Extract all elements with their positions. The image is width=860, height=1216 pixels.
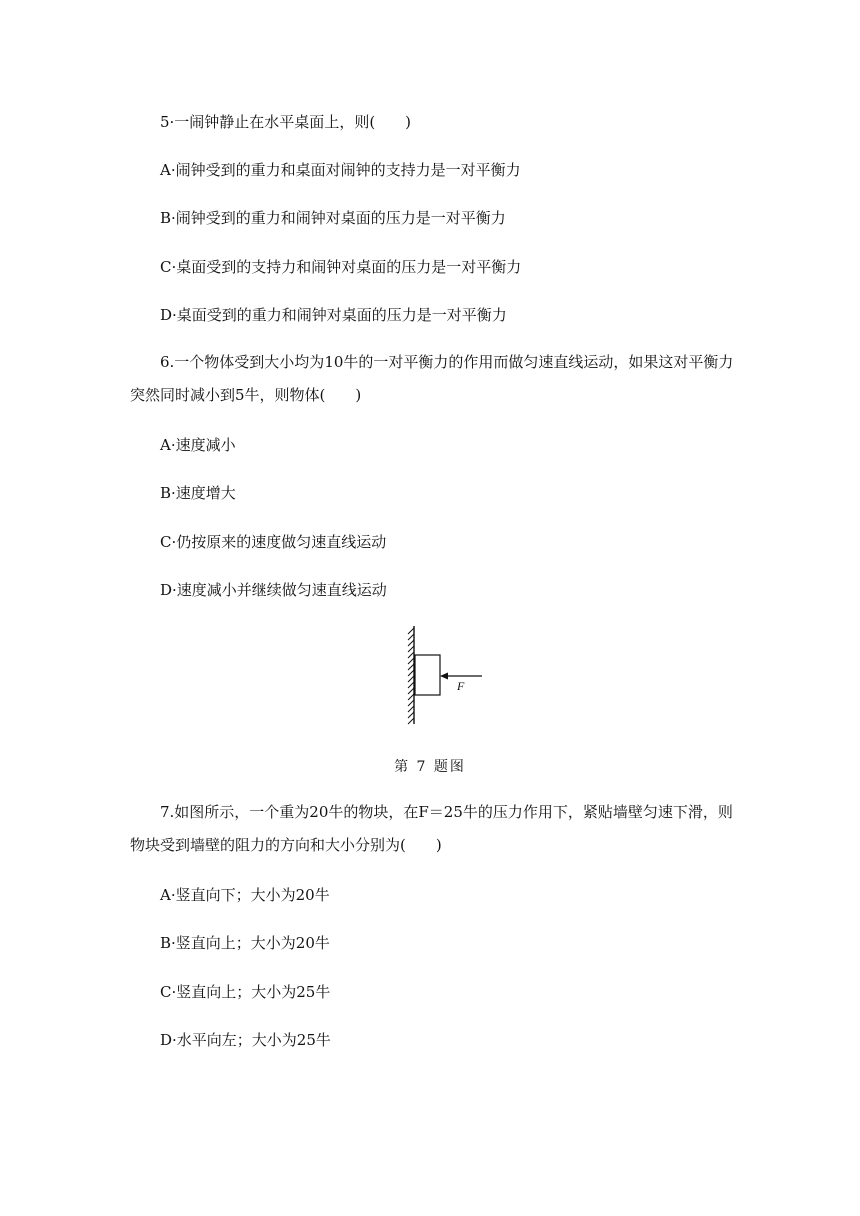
question-5-option-b: B·闹钟受到的重力和闹钟对桌面的压力是一对平衡力 [160,209,506,227]
question-5-option-c: C·桌面受到的支持力和闹钟对桌面的压力是一对平衡力 [160,258,522,276]
block [415,655,440,695]
question-7-stem: 7.如图所示，一个重为20牛的物块，在F＝25牛的压力作用下，紧贴墙壁匀速下滑，则物块受到墙壁的阻力的方向和大小分别为( ) [130,803,733,854]
figure-caption: 第 7 题图 [394,759,466,775]
question-6-stem: 6.一个物体受到大小均为10牛的一对平衡力的作用而做匀速直线运动，如果这对平衡力突然同时减小到5牛，则物体( ) [130,353,734,404]
question-6-option-c: C·仍按原来的速度做匀速直线运动 [160,533,387,551]
question-7-option-b: B·竖直向上；大小为20牛 [160,934,330,952]
wall-block-force-figure [400,626,490,726]
question-6-option-d: D·速度减小并继续做匀速直线运动 [160,581,387,599]
question-5-option-d: D·桌面受到的重力和闹钟对桌面的压力是一对平衡力 [160,306,507,324]
question-6-option-a: A·速度减小 [160,436,236,454]
question-7-option-a: A·竖直向下；大小为20牛 [160,886,330,904]
question-7-option-c: C·竖直向上；大小为25牛 [160,983,331,1001]
question-5-option-a: A·闹钟受到的重力和桌面对闹钟的支持力是一对平衡力 [160,161,521,179]
force-label: F [457,679,465,693]
question-6-option-b: B·速度增大 [160,484,236,502]
question-7-option-d: D·水平向左；大小为25牛 [160,1031,331,1049]
wall-hatching [408,626,414,724]
question-5-stem: 5·一闹钟静止在水平桌面上，则( ) [160,113,412,131]
